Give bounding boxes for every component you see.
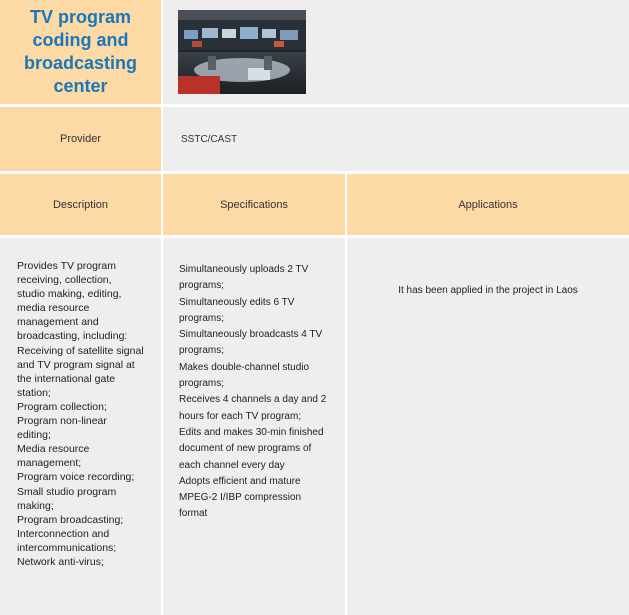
description-line: intercommunications;	[17, 541, 117, 554]
description-line: Program broadcasting;	[17, 513, 124, 526]
specification-line: programs;	[179, 312, 225, 324]
description-line: management;	[17, 457, 82, 470]
description-line: making;	[17, 499, 54, 512]
description-line: Media resource	[17, 443, 90, 456]
description-line: Network anti-virus;	[17, 555, 104, 568]
column-header-specifications: Specifications	[163, 174, 345, 235]
description-line: media resource	[17, 302, 90, 315]
specification-line: programs;	[179, 280, 225, 292]
provider-label: Provider	[0, 107, 161, 171]
description-line: Program collection;	[17, 400, 107, 413]
specification-line: Simultaneously uploads 2 TV	[179, 264, 309, 275]
description-line: broadcasting, including:	[17, 330, 128, 343]
specification-line: Simultaneously broadcasts 4 TV	[179, 329, 323, 341]
provider-value: SSTC/CAST	[163, 107, 629, 171]
description-line: Receiving of satellite signal	[17, 344, 144, 357]
column-header-applications: Applications	[347, 174, 629, 235]
description-line: the international gate	[17, 372, 116, 385]
specification-line: Makes double-channel studio	[179, 361, 310, 373]
specification-line: Adopts efficient and mature	[179, 475, 301, 487]
description-line: receiving, collection,	[17, 274, 112, 287]
description-line: Program voice recording;	[17, 471, 135, 484]
specification-line: programs;	[179, 378, 225, 390]
studio-photo	[178, 10, 306, 94]
applications-cell	[347, 238, 629, 615]
specification-line: document of new programs of	[179, 443, 312, 455]
description-line: Small studio program	[17, 485, 117, 498]
description-line: Interconnection and	[17, 527, 110, 540]
application-text: It has been applied in the project in Laos	[398, 285, 578, 296]
specification-line: Receives 4 channels a day and 2	[179, 394, 327, 406]
page-title	[6, 6, 156, 98]
description-line: and TV program signal at	[17, 358, 135, 371]
description-line: Program non-linear	[17, 415, 107, 428]
specification-line: Simultaneously edits 6 TV	[179, 296, 295, 308]
title-line: center	[53, 76, 108, 96]
title-line: coding and	[32, 30, 129, 50]
title-cell	[0, 0, 161, 104]
specification-line: each channel every day	[179, 459, 285, 471]
specification-line: Edits and makes 30-min finished	[179, 426, 324, 438]
description-line: station;	[17, 386, 51, 399]
description-line: management and	[17, 316, 99, 329]
column-header-description: Description	[0, 174, 161, 235]
image-cell	[163, 0, 629, 104]
specifications-cell	[163, 238, 345, 615]
description-cell	[0, 238, 161, 615]
title-line: TV program	[29, 7, 131, 27]
specification-line: hours for each TV program;	[179, 410, 302, 422]
specification-line: format	[179, 508, 208, 520]
specification-line: MPEG-2 I/IBP compression	[179, 492, 302, 504]
description-line: studio making, editing,	[17, 288, 122, 301]
title-line: broadcasting	[23, 53, 138, 73]
specification-line: programs;	[179, 345, 225, 357]
description-line: Provides TV program	[17, 260, 117, 272]
description-line: editing;	[17, 429, 51, 442]
